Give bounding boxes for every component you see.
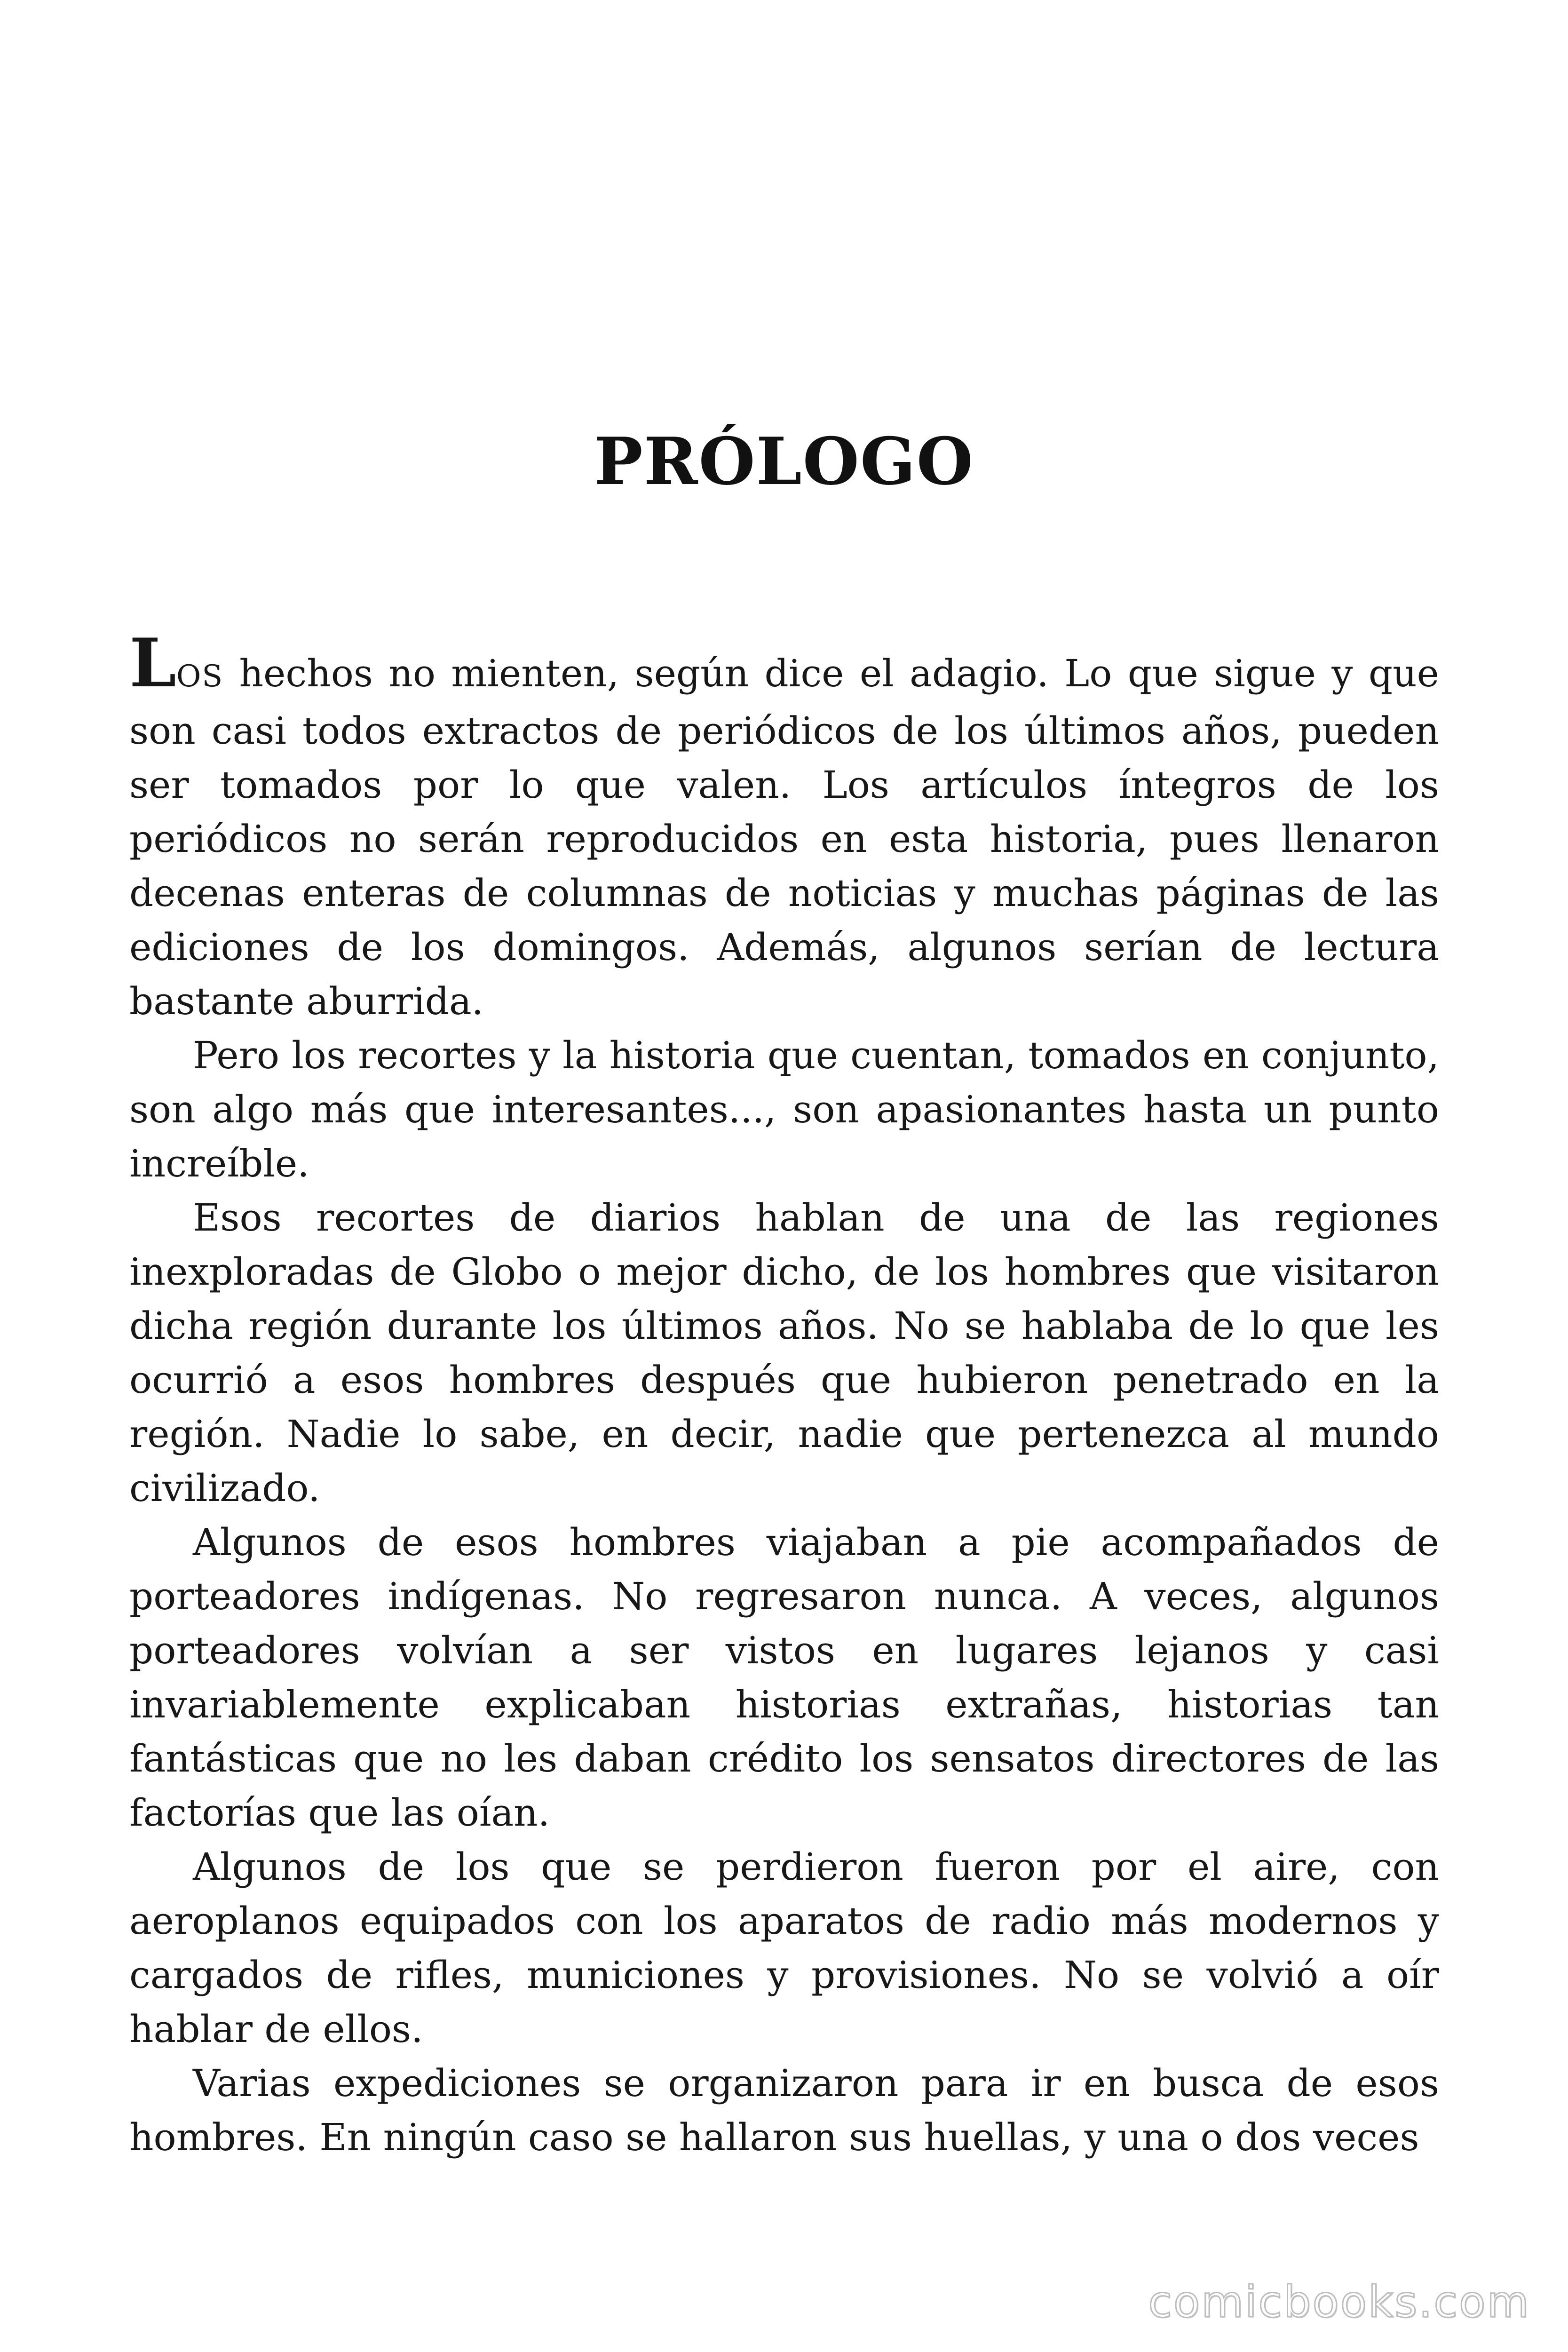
chapter-body [129,624,1439,2164]
first-word-small-caps: OS [176,659,224,694]
paragraph-5: Algunos de los que se perdieron fueron por el aire, con aeroplanos equipados con los aparatos de radio más modernos y cargados de rifles, municiones y provisiones. No se volvió a oír hablar de ellos. [129,1845,1439,2051]
chapter-title: PRÓLOGO [594,423,974,500]
paragraph-1 [129,624,1439,1028]
paragraph-4: Algunos de esos hombres viajaban a pie acompañados de porteadores indígenas. No regresaron nunca. A veces, algunos porteadores volvían a ser vistos en lugares lejanos y casi invariablemente explicaban historias extrañas, historias tan fantásticas que no les daban crédito los sensatos directores de las factorías que las oían. [129,1520,1439,1835]
site-watermark: comicbooks.com [1148,2277,1530,2327]
paragraph-6: Varias expediciones se organizaron para ir en busca de esos hombres. En ningún caso se hallaron sus huellas, y una o dos veces [129,2061,1439,2159]
drop-cap: L [129,624,176,702]
paragraph-2: Pero los recortes y la historia que cuentan, tomados en conjunto, son algo más que interesantes..., son apasionantes hasta un punto increíble. [129,1033,1439,1185]
paragraph-1-text: hechos no mienten, según dice el adagio. Lo que sigue y que son casi todos extractos de periódicos de los últimos años, pueden ser tomados por lo que valen. Los artículos íntegros de los periódicos no serán reproducidos en esta historia, pues llenaron decenas enteras de columnas de noticias y muchas páginas de las ediciones de los domingos. Además, algunos serían de lectura bastante aburrida. [129,652,1439,1023]
paragraph-3: Esos recortes de diarios hablan de una de las regiones inexploradas de Globo o mejor dicho, de los hombres que visitaron dicha región durante los últimos años. No se hablaba de lo que les ocurrió a esos hombres después que hubieron penetrado en la región. Nadie lo sabe, en decir, nadie que pertenezca al mundo civilizado. [129,1196,1439,1510]
